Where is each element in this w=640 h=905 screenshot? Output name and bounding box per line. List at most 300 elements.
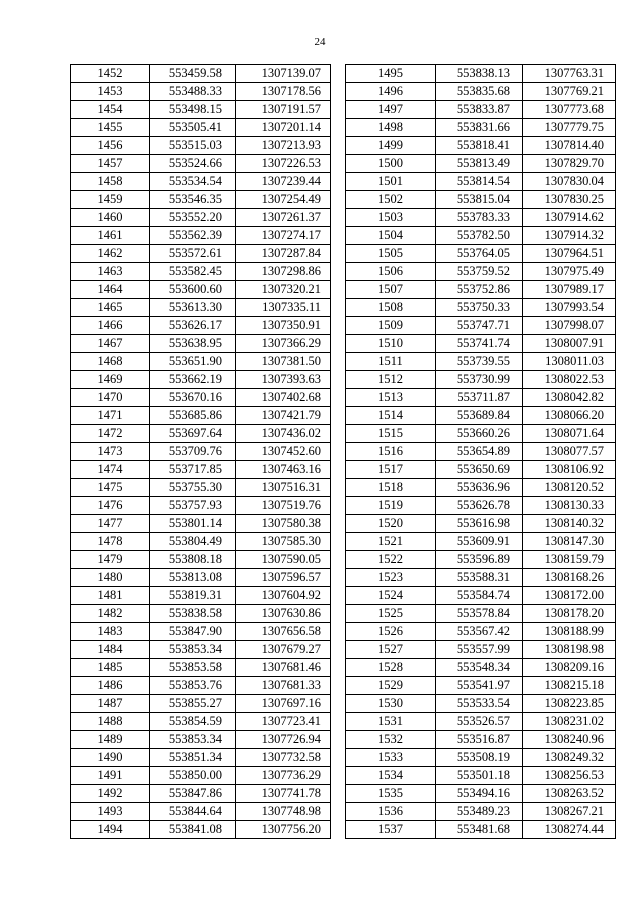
table-row	[346, 803, 616, 821]
x-coordinate-cell: 553730.99	[436, 371, 523, 389]
x-coordinate-cell: 553801.14	[150, 515, 236, 533]
x-coordinate-cell: 553489.23	[436, 803, 523, 821]
table-row	[71, 785, 331, 803]
y-coordinate-cell: 1307596.57	[236, 569, 331, 587]
y-coordinate-cell: 1308172.00	[523, 587, 616, 605]
table-row	[346, 461, 616, 479]
y-coordinate-cell: 1307656.58	[236, 623, 331, 641]
x-coordinate-cell: 553662.19	[150, 371, 236, 389]
point-number-cell: 1526	[346, 623, 436, 641]
point-number-cell: 1463	[71, 263, 150, 281]
x-coordinate-cell: 553613.30	[150, 299, 236, 317]
table-row	[71, 587, 331, 605]
point-number-cell: 1493	[71, 803, 150, 821]
y-coordinate-cell: 1307274.17	[236, 227, 331, 245]
y-coordinate-cell: 1307366.29	[236, 335, 331, 353]
table-row	[346, 317, 616, 335]
x-coordinate-cell: 553562.39	[150, 227, 236, 245]
point-number-cell: 1520	[346, 515, 436, 533]
point-number-cell: 1452	[71, 65, 150, 83]
point-number-cell: 1457	[71, 155, 150, 173]
point-number-cell: 1460	[71, 209, 150, 227]
x-coordinate-cell: 553833.87	[436, 101, 523, 119]
y-coordinate-cell: 1308077.57	[523, 443, 616, 461]
x-coordinate-cell: 553853.58	[150, 659, 236, 677]
x-coordinate-cell: 553851.34	[150, 749, 236, 767]
table-row	[346, 65, 616, 83]
x-coordinate-cell: 553855.27	[150, 695, 236, 713]
y-coordinate-cell: 1307769.21	[523, 83, 616, 101]
y-coordinate-cell: 1307516.31	[236, 479, 331, 497]
point-number-cell: 1467	[71, 335, 150, 353]
table-row	[346, 551, 616, 569]
y-coordinate-cell: 1307580.38	[236, 515, 331, 533]
y-coordinate-cell: 1308231.02	[523, 713, 616, 731]
y-coordinate-cell: 1307519.76	[236, 497, 331, 515]
point-number-cell: 1459	[71, 191, 150, 209]
y-coordinate-cell: 1307298.86	[236, 263, 331, 281]
y-coordinate-cell: 1307741.78	[236, 785, 331, 803]
y-coordinate-cell: 1308022.53	[523, 371, 616, 389]
table-row	[71, 749, 331, 767]
y-coordinate-cell: 1307590.05	[236, 551, 331, 569]
table-row	[71, 299, 331, 317]
table-row	[71, 65, 331, 83]
table-row	[346, 137, 616, 155]
table-row	[71, 623, 331, 641]
y-coordinate-cell: 1307681.46	[236, 659, 331, 677]
y-coordinate-cell: 1307226.53	[236, 155, 331, 173]
x-coordinate-cell: 553813.49	[436, 155, 523, 173]
x-coordinate-cell: 553818.41	[436, 137, 523, 155]
x-coordinate-cell: 553815.04	[436, 191, 523, 209]
x-coordinate-cell: 553636.96	[436, 479, 523, 497]
y-coordinate-cell: 1307964.51	[523, 245, 616, 263]
table-row	[71, 731, 331, 749]
table-row	[71, 551, 331, 569]
point-number-cell: 1492	[71, 785, 150, 803]
table-row	[71, 497, 331, 515]
y-coordinate-cell: 1307829.70	[523, 155, 616, 173]
x-coordinate-cell: 553831.66	[436, 119, 523, 137]
point-number-cell: 1489	[71, 731, 150, 749]
point-number-cell: 1454	[71, 101, 150, 119]
x-coordinate-cell: 553459.58	[150, 65, 236, 83]
y-coordinate-cell: 1308042.82	[523, 389, 616, 407]
y-coordinate-cell: 1307756.20	[236, 821, 331, 839]
x-coordinate-cell: 553515.03	[150, 137, 236, 155]
table-row	[71, 407, 331, 425]
y-coordinate-cell: 1307201.14	[236, 119, 331, 137]
y-coordinate-cell: 1307213.93	[236, 137, 331, 155]
y-coordinate-cell: 1307723.41	[236, 713, 331, 731]
point-number-cell: 1485	[71, 659, 150, 677]
point-number-cell: 1530	[346, 695, 436, 713]
point-number-cell: 1473	[71, 443, 150, 461]
point-number-cell: 1521	[346, 533, 436, 551]
point-number-cell: 1531	[346, 713, 436, 731]
x-coordinate-cell: 553759.52	[436, 263, 523, 281]
x-coordinate-cell: 553750.33	[436, 299, 523, 317]
table-row	[346, 173, 616, 191]
point-number-cell: 1474	[71, 461, 150, 479]
point-number-cell: 1465	[71, 299, 150, 317]
y-coordinate-cell: 1307681.33	[236, 677, 331, 695]
x-coordinate-cell: 553582.45	[150, 263, 236, 281]
x-coordinate-cell: 553588.31	[436, 569, 523, 587]
table-row	[346, 821, 616, 839]
x-coordinate-cell: 553757.93	[150, 497, 236, 515]
y-coordinate-cell: 1307393.63	[236, 371, 331, 389]
x-coordinate-cell: 553654.89	[436, 443, 523, 461]
y-coordinate-cell: 1308178.20	[523, 605, 616, 623]
table-row	[346, 263, 616, 281]
x-coordinate-cell: 553638.95	[150, 335, 236, 353]
x-coordinate-cell: 553850.00	[150, 767, 236, 785]
y-coordinate-cell: 1308198.98	[523, 641, 616, 659]
y-coordinate-cell: 1308140.32	[523, 515, 616, 533]
x-coordinate-cell: 553783.33	[436, 209, 523, 227]
x-coordinate-cell: 553526.57	[436, 713, 523, 731]
x-coordinate-cell: 553616.98	[436, 515, 523, 533]
point-number-cell: 1527	[346, 641, 436, 659]
y-coordinate-cell: 1308267.21	[523, 803, 616, 821]
table-row	[71, 137, 331, 155]
table-row	[71, 101, 331, 119]
point-number-cell: 1534	[346, 767, 436, 785]
y-coordinate-cell: 1307697.16	[236, 695, 331, 713]
x-coordinate-cell: 553626.17	[150, 317, 236, 335]
point-number-cell: 1484	[71, 641, 150, 659]
x-coordinate-cell: 553501.18	[436, 767, 523, 785]
x-coordinate-cell: 553685.86	[150, 407, 236, 425]
x-coordinate-cell: 553853.76	[150, 677, 236, 695]
table-row	[346, 497, 616, 515]
y-coordinate-cell: 1307998.07	[523, 317, 616, 335]
x-coordinate-cell: 553835.68	[436, 83, 523, 101]
point-number-cell: 1524	[346, 587, 436, 605]
y-coordinate-cell: 1308249.32	[523, 749, 616, 767]
table-row	[346, 227, 616, 245]
x-coordinate-cell: 553508.19	[436, 749, 523, 767]
table-row	[71, 191, 331, 209]
point-number-cell: 1481	[71, 587, 150, 605]
table-row	[346, 443, 616, 461]
y-coordinate-cell: 1307779.75	[523, 119, 616, 137]
x-coordinate-cell: 553505.41	[150, 119, 236, 137]
x-coordinate-cell: 553814.54	[436, 173, 523, 191]
y-coordinate-cell: 1307287.84	[236, 245, 331, 263]
point-number-cell: 1455	[71, 119, 150, 137]
table-row	[346, 569, 616, 587]
table-row	[346, 731, 616, 749]
table-row	[346, 407, 616, 425]
table-row	[346, 749, 616, 767]
y-coordinate-cell: 1307604.92	[236, 587, 331, 605]
y-coordinate-cell: 1307830.25	[523, 191, 616, 209]
table-row	[71, 533, 331, 551]
table-row	[346, 767, 616, 785]
table-row	[71, 83, 331, 101]
point-number-cell: 1480	[71, 569, 150, 587]
x-coordinate-cell: 553534.54	[150, 173, 236, 191]
table-row	[346, 479, 616, 497]
point-number-cell: 1477	[71, 515, 150, 533]
table-row	[346, 335, 616, 353]
x-coordinate-cell: 553596.89	[436, 551, 523, 569]
y-coordinate-cell: 1308147.30	[523, 533, 616, 551]
page-number: 24	[314, 36, 326, 48]
x-coordinate-cell: 553808.18	[150, 551, 236, 569]
point-number-cell: 1525	[346, 605, 436, 623]
table-row	[346, 623, 616, 641]
y-coordinate-cell: 1307726.94	[236, 731, 331, 749]
x-coordinate-cell: 553533.54	[436, 695, 523, 713]
point-number-cell: 1499	[346, 137, 436, 155]
x-coordinate-cell: 553747.71	[436, 317, 523, 335]
y-coordinate-cell: 1307763.31	[523, 65, 616, 83]
table-row	[71, 389, 331, 407]
point-number-cell: 1469	[71, 371, 150, 389]
x-coordinate-cell: 553650.69	[436, 461, 523, 479]
table-row	[346, 101, 616, 119]
y-coordinate-cell: 1307773.68	[523, 101, 616, 119]
x-coordinate-cell: 553670.16	[150, 389, 236, 407]
point-number-cell: 1509	[346, 317, 436, 335]
x-coordinate-cell: 553853.34	[150, 731, 236, 749]
x-coordinate-cell: 553764.05	[436, 245, 523, 263]
point-number-cell: 1523	[346, 569, 436, 587]
y-coordinate-cell: 1308240.96	[523, 731, 616, 749]
point-number-cell: 1537	[346, 821, 436, 839]
table-row	[346, 245, 616, 263]
y-coordinate-cell: 1308120.52	[523, 479, 616, 497]
table-row	[346, 677, 616, 695]
y-coordinate-cell: 1307320.21	[236, 281, 331, 299]
table-row	[346, 353, 616, 371]
y-coordinate-cell: 1307239.44	[236, 173, 331, 191]
point-number-cell: 1461	[71, 227, 150, 245]
y-coordinate-cell: 1307139.07	[236, 65, 331, 83]
x-coordinate-cell: 553572.61	[150, 245, 236, 263]
x-coordinate-cell: 553494.16	[436, 785, 523, 803]
y-coordinate-cell: 1308256.53	[523, 767, 616, 785]
x-coordinate-cell: 553548.34	[436, 659, 523, 677]
x-coordinate-cell: 553838.58	[150, 605, 236, 623]
y-coordinate-cell: 1308223.85	[523, 695, 616, 713]
x-coordinate-cell: 553838.13	[436, 65, 523, 83]
point-number-cell: 1522	[346, 551, 436, 569]
x-coordinate-cell: 553752.86	[436, 281, 523, 299]
point-number-cell: 1486	[71, 677, 150, 695]
x-coordinate-cell: 553609.91	[436, 533, 523, 551]
point-number-cell: 1476	[71, 497, 150, 515]
table-row	[71, 569, 331, 587]
y-coordinate-cell: 1307191.57	[236, 101, 331, 119]
y-coordinate-cell: 1307989.17	[523, 281, 616, 299]
y-coordinate-cell: 1307585.30	[236, 533, 331, 551]
y-coordinate-cell: 1308130.33	[523, 497, 616, 515]
point-number-cell: 1517	[346, 461, 436, 479]
y-coordinate-cell: 1307914.62	[523, 209, 616, 227]
table-row	[71, 461, 331, 479]
point-number-cell: 1518	[346, 479, 436, 497]
x-coordinate-cell: 553567.42	[436, 623, 523, 641]
y-coordinate-cell: 1307335.11	[236, 299, 331, 317]
point-number-cell: 1515	[346, 425, 436, 443]
table-row	[71, 245, 331, 263]
y-coordinate-cell: 1307452.60	[236, 443, 331, 461]
y-coordinate-cell: 1307381.50	[236, 353, 331, 371]
table-row	[346, 191, 616, 209]
table-row	[71, 803, 331, 821]
x-coordinate-cell: 553546.35	[150, 191, 236, 209]
table-row	[71, 713, 331, 731]
coordinates-table-right	[345, 64, 616, 839]
table-row	[346, 389, 616, 407]
point-number-cell: 1510	[346, 335, 436, 353]
table-row	[71, 317, 331, 335]
x-coordinate-cell: 553626.78	[436, 497, 523, 515]
table-row	[71, 605, 331, 623]
x-coordinate-cell: 553709.76	[150, 443, 236, 461]
coordinates-table-left	[70, 64, 331, 839]
point-number-cell: 1488	[71, 713, 150, 731]
x-coordinate-cell: 553711.87	[436, 389, 523, 407]
table-row	[346, 371, 616, 389]
point-number-cell: 1470	[71, 389, 150, 407]
y-coordinate-cell: 1307350.91	[236, 317, 331, 335]
point-number-cell: 1468	[71, 353, 150, 371]
point-number-cell: 1514	[346, 407, 436, 425]
point-number-cell: 1497	[346, 101, 436, 119]
y-coordinate-cell: 1307402.68	[236, 389, 331, 407]
x-coordinate-cell: 553847.86	[150, 785, 236, 803]
point-number-cell: 1496	[346, 83, 436, 101]
point-number-cell: 1464	[71, 281, 150, 299]
point-number-cell: 1478	[71, 533, 150, 551]
x-coordinate-cell: 553741.74	[436, 335, 523, 353]
point-number-cell: 1507	[346, 281, 436, 299]
y-coordinate-cell: 1307463.16	[236, 461, 331, 479]
table-row	[71, 353, 331, 371]
point-number-cell: 1503	[346, 209, 436, 227]
x-coordinate-cell: 553488.33	[150, 83, 236, 101]
point-number-cell: 1475	[71, 479, 150, 497]
x-coordinate-cell: 553847.90	[150, 623, 236, 641]
point-number-cell: 1513	[346, 389, 436, 407]
point-number-cell: 1500	[346, 155, 436, 173]
table-row	[71, 281, 331, 299]
table-row	[346, 713, 616, 731]
y-coordinate-cell: 1307436.02	[236, 425, 331, 443]
y-coordinate-cell: 1308106.92	[523, 461, 616, 479]
x-coordinate-cell: 553739.55	[436, 353, 523, 371]
table-row	[71, 677, 331, 695]
x-coordinate-cell: 553524.66	[150, 155, 236, 173]
x-coordinate-cell: 553804.49	[150, 533, 236, 551]
x-coordinate-cell: 553557.99	[436, 641, 523, 659]
y-coordinate-cell: 1307732.58	[236, 749, 331, 767]
x-coordinate-cell: 553844.64	[150, 803, 236, 821]
x-coordinate-cell: 553697.64	[150, 425, 236, 443]
table-row	[346, 785, 616, 803]
table-row	[71, 263, 331, 281]
table-row	[71, 821, 331, 839]
table-row	[71, 443, 331, 461]
table-row	[346, 425, 616, 443]
y-coordinate-cell: 1307830.04	[523, 173, 616, 191]
point-number-cell: 1535	[346, 785, 436, 803]
y-coordinate-cell: 1308007.91	[523, 335, 616, 353]
x-coordinate-cell: 553498.15	[150, 101, 236, 119]
x-coordinate-cell: 553584.74	[436, 587, 523, 605]
y-coordinate-cell: 1308011.03	[523, 353, 616, 371]
y-coordinate-cell: 1307254.49	[236, 191, 331, 209]
point-number-cell: 1487	[71, 695, 150, 713]
y-coordinate-cell: 1307178.56	[236, 83, 331, 101]
table-row	[346, 605, 616, 623]
x-coordinate-cell: 553541.97	[436, 677, 523, 695]
y-coordinate-cell: 1307814.40	[523, 137, 616, 155]
point-number-cell: 1472	[71, 425, 150, 443]
point-number-cell: 1529	[346, 677, 436, 695]
table-row	[71, 767, 331, 785]
point-number-cell: 1490	[71, 749, 150, 767]
point-number-cell: 1504	[346, 227, 436, 245]
table-row	[71, 173, 331, 191]
x-coordinate-cell: 553853.34	[150, 641, 236, 659]
y-coordinate-cell: 1308188.99	[523, 623, 616, 641]
x-coordinate-cell: 553755.30	[150, 479, 236, 497]
y-coordinate-cell: 1307679.27	[236, 641, 331, 659]
point-number-cell: 1508	[346, 299, 436, 317]
table-row	[71, 515, 331, 533]
y-coordinate-cell: 1307421.79	[236, 407, 331, 425]
table-row	[346, 515, 616, 533]
table-row	[346, 533, 616, 551]
table-row	[346, 155, 616, 173]
point-number-cell: 1516	[346, 443, 436, 461]
point-number-cell: 1501	[346, 173, 436, 191]
x-coordinate-cell: 553660.26	[436, 425, 523, 443]
x-coordinate-cell: 553552.20	[150, 209, 236, 227]
point-number-cell: 1536	[346, 803, 436, 821]
x-coordinate-cell: 553600.60	[150, 281, 236, 299]
x-coordinate-cell: 553819.31	[150, 587, 236, 605]
point-number-cell: 1495	[346, 65, 436, 83]
table-row	[71, 209, 331, 227]
table-row	[71, 335, 331, 353]
x-coordinate-cell: 553481.68	[436, 821, 523, 839]
y-coordinate-cell: 1308263.52	[523, 785, 616, 803]
table-row	[346, 299, 616, 317]
x-coordinate-cell: 553813.08	[150, 569, 236, 587]
table-row	[346, 209, 616, 227]
x-coordinate-cell: 553717.85	[150, 461, 236, 479]
point-number-cell: 1483	[71, 623, 150, 641]
table-row	[346, 659, 616, 677]
point-number-cell: 1511	[346, 353, 436, 371]
x-coordinate-cell: 553841.08	[150, 821, 236, 839]
x-coordinate-cell: 553854.59	[150, 713, 236, 731]
table-row	[71, 227, 331, 245]
y-coordinate-cell: 1307975.49	[523, 263, 616, 281]
point-number-cell: 1533	[346, 749, 436, 767]
table-row	[346, 281, 616, 299]
y-coordinate-cell: 1308071.64	[523, 425, 616, 443]
point-number-cell: 1498	[346, 119, 436, 137]
